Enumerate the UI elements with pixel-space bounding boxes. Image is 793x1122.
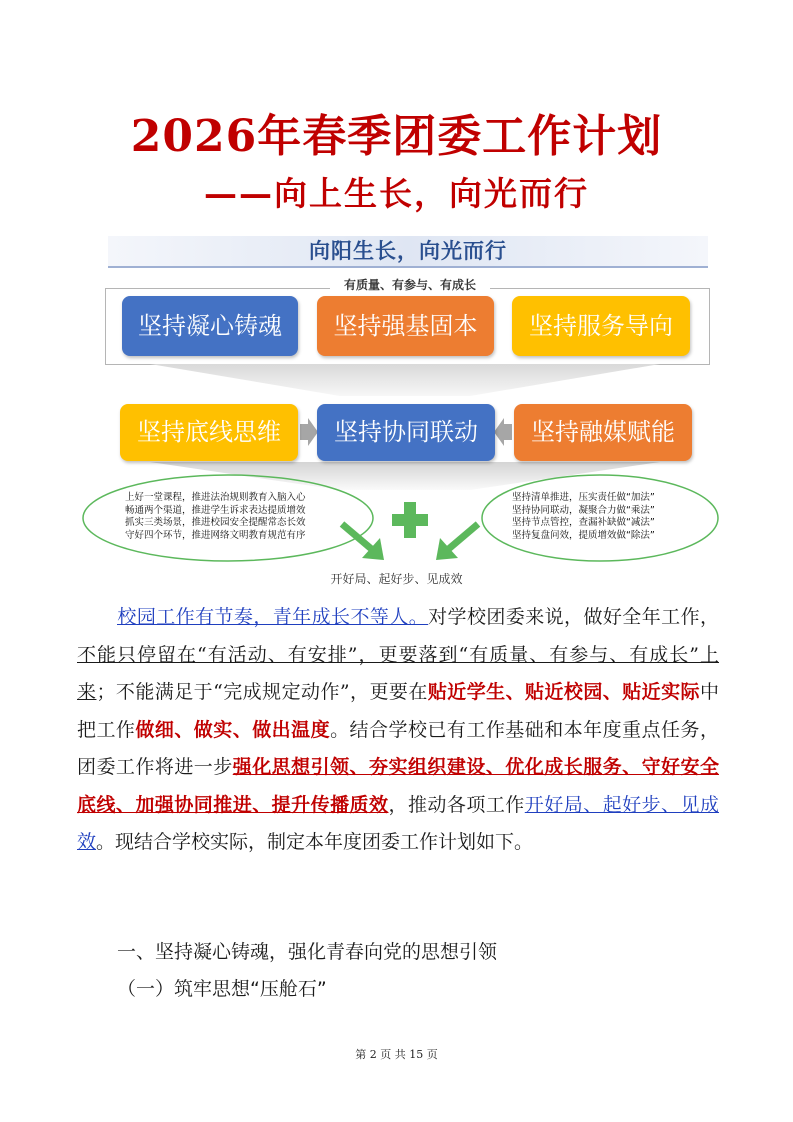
para-seg-red-underline: 强化思想引领、夯实组织建设、优化成长服务、守好安全底线、加强协同推进、提升传播质效 [77,756,719,816]
document-subtitle: ——向上生长，向光而行 [204,174,589,213]
right-oval-line: 坚持节点管控，查漏补缺做“减法” [512,517,655,528]
box-dixian: 坚持底线思维 [120,404,298,461]
arrow-left-icon [494,418,512,446]
para-seg-highlight: 校园工作有节奏，青年成长不等人。 [117,606,429,628]
left-oval-line: 上好一堂课程，推进法治规则教育入脑入心 [125,492,306,503]
left-oval-line: 守好四个环节，推进网络文明教育规范有序 [125,529,306,541]
section-heading-1: 一、坚持凝心铸魂，强化青春向党的思想引领 [117,941,498,963]
para-seg-underline: 不能只停留在“有活动、有安排”，更要落到“有质量、有参与、有成长”上来 [77,643,719,703]
funnel-arrow-top [150,364,660,396]
intro-paragraph [77,599,719,862]
left-oval-line: 抓实三类场景，推进校园安全提醒常态长效 [125,517,306,528]
para-seg: 中把工作 [77,681,719,741]
right-oval-line: 坚持协同联动，凝聚合力做“乘法” [512,504,655,516]
box-ningxin: 坚持凝心铸魂 [122,296,298,356]
arrow-right-icon [300,418,318,446]
box-rongmei: 坚持融媒赋能 [514,404,692,461]
para-seg: 。现结合学校实际，制定本年度团委工作计划如下。 [96,831,534,853]
para-seg-red: 做细、做实、做出温度 [135,718,331,741]
box-xietong: 坚持协同联动 [317,404,495,461]
right-oval-line: 坚持清单推进，压实责任做“加法” [512,492,655,503]
diagram-banner-text: 向阳生长，向光而行 [309,239,507,263]
frame-label: 有质量、有参与、有成长 [330,276,490,294]
document-title: 2026年春季团委工作计划 [130,111,663,162]
para-seg: 对学校团委来说，做好全年工作， [428,606,719,628]
para-seg-highlight: 开好局、起好步、见成效 [77,793,719,853]
right-oval-text [512,492,655,542]
green-arrow-right-icon [436,524,478,560]
left-oval-text [125,492,306,542]
right-oval-line: 坚持复盘问效，提质增效做“除法” [512,529,655,541]
box-fuwu: 坚持服务导向 [512,296,690,356]
box-qiangji: 坚持强基固本 [317,296,494,356]
plus-icon-v [404,502,416,538]
left-oval-line: 畅通两个渠道，推进学生诉求表达提质增效 [125,504,306,516]
para-seg: ，推动各项工作 [388,793,525,816]
para-seg: ；不能满足于“完成规定动作”，更要在 [96,681,428,703]
page-footer: 第 2 页 共 15 页 [355,1048,438,1061]
section-heading-2: （一）筑牢思想“压舱石” [117,978,327,1000]
para-seg-red: 贴近学生、贴近校园、贴近实际 [427,681,700,703]
diagram-caption: 开好局、起好步、见成效 [330,572,463,586]
para-seg: 。结合学校已有工作基础和本年度重点任务，团委工作将进一步 [77,718,719,778]
